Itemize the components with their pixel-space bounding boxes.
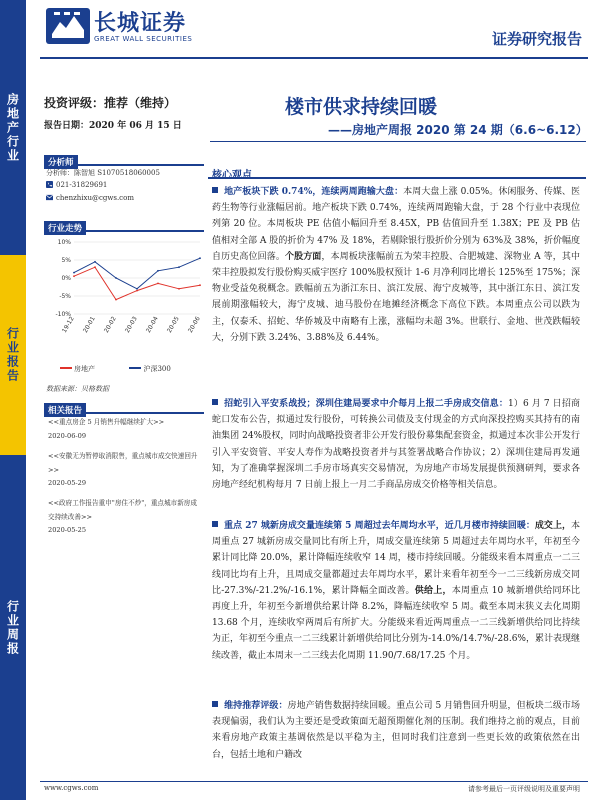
title-divider — [210, 141, 586, 142]
footer-website[interactable]: www.cgws.com — [44, 784, 99, 792]
sidebar-label-report: 行业报告 — [5, 327, 20, 383]
sidebar-block-weekly — [0, 455, 26, 800]
related-report-date: 2020-06-09 — [48, 431, 87, 440]
chart-point — [115, 299, 117, 301]
chart-ytick-label: -5% — [59, 293, 71, 300]
trend-section-title: 行业走势 — [44, 221, 86, 235]
analyst-phone: 021-31829691 — [56, 181, 108, 189]
related-reports-title: 相关报告 — [44, 403, 86, 417]
sidebar-label-weekly: 行业周报 — [5, 599, 20, 656]
p1-lead: 地产板块下跌 0.74%，连续两周跑输大盘： — [224, 187, 404, 197]
analyst-section-title: 分析师 — [44, 155, 78, 169]
chart-point — [178, 266, 180, 268]
report-date — [44, 118, 182, 131]
chart-point — [178, 288, 180, 290]
sidebar-block-report — [0, 255, 26, 455]
great-wall-logo-icon — [44, 4, 92, 48]
chart-xtick-label: 20-05 — [165, 315, 181, 335]
chart-ytick-label: -10% — [55, 311, 71, 318]
chart-ytick-label: 5% — [61, 257, 71, 264]
core-view-title: 核心观点 — [212, 170, 252, 181]
core-paragraph-3 — [212, 518, 580, 664]
p1-lead2: 个股方面 — [284, 251, 322, 262]
chart-point — [136, 288, 138, 290]
chart-point — [73, 275, 75, 277]
chart-xtick-label: 19-12 — [60, 315, 76, 335]
industry-trend-chart — [44, 236, 204, 354]
bullet-icon — [212, 399, 218, 405]
report-date-label: 报告日期： — [44, 121, 90, 131]
core-view-header — [208, 163, 586, 179]
bullet-icon — [212, 521, 218, 527]
related-report-item[interactable] — [48, 497, 203, 538]
p3-key-supply2: 供给上， — [414, 585, 452, 596]
legend-swatch-realestate — [60, 367, 72, 369]
p4-lead: 维持推荐评级： — [224, 701, 288, 711]
core-paragraph-4 — [212, 698, 580, 778]
chart-series-line — [74, 258, 200, 289]
related-report-title[interactable]: <<安徽无为暂停取消限售，重点城市成交快速回升>> — [48, 452, 198, 474]
chart-point — [136, 290, 138, 292]
sidebar-block-industry — [0, 0, 26, 255]
legend-label-realestate: 房地产 — [74, 365, 95, 373]
related-report-title[interactable]: <<重点房企 5 月销售升幅继续扩大>> — [48, 418, 165, 426]
core-paragraph-1 — [212, 184, 580, 346]
legend-swatch-hs300 — [129, 367, 141, 369]
chart-xtick-label: 20-02 — [102, 315, 118, 335]
legend-label-hs300: 沪深300 — [143, 365, 171, 373]
p2-lead: 招蛇引入平安系战投；深圳住建局要求中介每月上报二手房成交信息： — [224, 399, 508, 409]
chart-series-line — [74, 267, 200, 299]
p1-text: 本周大盘上涨 0.05%。休闲服务、传媒、医药生物等行业涨幅居前。地产板块下跌 0.74%，连续两周跑输大盘，于 28 个行业中表现位列第 20 位。本周板块 PE 估值小幅回升至 8.45X，PB 估值回升至 1.38X；PE 及 PB 估值相对全部 A 股的折价为 47% 及 18%，若剔除银行股折价分别为 63%及 38%，折价幅度自历史高位回落。 — [212, 187, 580, 262]
chart-point — [94, 266, 96, 268]
related-report-date: 2020-05-29 — [48, 479, 87, 487]
p4-text: 房地产销售数据持续回暖。重点公司 5 月销售回升明显，但板块二级市场表现偏弱，我们认为主要还是受政策面无超预期催化剂的压制。我们维持之前的观点，目前来看房地产政策主基调依然是以平稳为主，但同时我们注意到一些更长效的政策依然在出台，包括土地和户籍改 — [212, 701, 580, 760]
chart-point — [94, 261, 96, 263]
related-reports-header — [44, 398, 204, 414]
p3-text: 本周重点 27 城新房成交量同比有所上升，周成交量连续第 5 周超过去年周均水平，年初至今累计同比降 20.0%，累计降幅连续收窄 14 周，楼市持续回暖。分能级来看本周重点一二三线同比均有上升，且周成交量都超过去年周均水平，累计来看年初至今一二三线新房成交同比-27.3%/-21.2%/-16.1%，累计降幅全面改善。 — [212, 521, 580, 596]
trend-section-header — [44, 216, 204, 232]
chart-point — [115, 277, 117, 279]
page-subtitle: ——房地产周报 2020 第 24 期（6.6~6.12） — [328, 123, 588, 137]
chart-point — [73, 272, 75, 274]
analyst-section-header — [44, 150, 204, 166]
p3-lead: 重点 27 城新房成交量连续第 5 周超过去年周均水平，近几月楼市持续回暖： — [224, 521, 535, 531]
report-type-label: 证券研究报告 — [491, 30, 582, 48]
sidebar-label-industry: 房地产行业 — [5, 92, 20, 163]
related-report-date: 2020-05-25 — [48, 526, 87, 534]
chart-ytick-label: 10% — [57, 239, 71, 246]
related-report-item[interactable] — [48, 416, 203, 443]
p1-text2: ，本周板块涨幅前五为荣丰控股、合肥城建、深物业 A 等，其中荣丰控股拟发行股份购买威宇医疗 100%股权预计 1-6 月净利同比增长 125%至 175%；深物业受益免税概念。跌幅前五为浙江东日、滨江发展、海宁皮城等，其中浙江东日、滨江发展前期涨幅较大，海宁皮城、迪马股份在地摊经济概念下高位下跌。本周重点公司以跌为主，仅泰禾、招蛇、华侨城及中南略有上涨，涨幅均未超 3%。世联行、金地、世茂跌幅较大，分别下跌 3.24%、3.88%及 6.44%。 — [212, 251, 580, 343]
bullet-icon — [212, 701, 218, 707]
p2-text: 1）6 月 7 日招商蛇口发布公告，拟通过发行股份，可转换公司债及支付现金的方式向深投控购买其持有的南油集团 24%股权，同时向战略投资者非公开发行股份募集配套资金，拟通过本次非公开发行引入平安资管、平安人寿作为战略投资者并与其签署战略合作协议；2）深圳住建局再发通知，为了准确掌握深圳二手房市场真实交易情况，为房地产市场发展提供预测研判，要求各房地产经纪机构每月 7 日前上报上一月二手商品房成交价格等相关信息。 — [212, 399, 580, 491]
chart-point — [157, 283, 159, 285]
chart-legend — [60, 364, 171, 374]
analyst-email-row — [46, 194, 134, 202]
chart-point — [199, 257, 201, 259]
report-date-value: 2020 年 06 月 15 日 — [89, 121, 182, 131]
chart-xtick-label: 20-06 — [186, 315, 202, 335]
page-title: 楼市供求持续回暖 — [285, 96, 438, 118]
footer-divider — [40, 781, 588, 782]
related-report-title[interactable]: <<政府工作报告重申"房住不炒"，重点城市新房成交持续改善>> — [48, 499, 197, 521]
chart-ytick-label: 0% — [61, 275, 71, 282]
data-source-note: 数据来源：贝格数据 — [46, 385, 109, 393]
chart-point — [199, 284, 201, 286]
core-paragraph-2 — [212, 396, 580, 493]
investment-rating: 投资评级：推荐（维持） — [44, 96, 177, 110]
chart-xtick-label: 20-01 — [81, 315, 97, 335]
logo-name-en: GREAT WALL SECURITIES — [94, 35, 193, 43]
bullet-icon — [212, 187, 218, 193]
chart-xtick-label: 20-03 — [123, 315, 139, 335]
footer-disclaimer: 请参考最后一页评级说明及重要声明 — [468, 785, 580, 793]
phone-icon — [46, 181, 53, 188]
analyst-email: chenzhixu@cgws.com — [56, 194, 134, 202]
left-sidebar — [0, 0, 26, 800]
p3-text2: 本周重点 10 城新增供给同环比再度上升，年初至今新增供给累计降 8.2%，降幅连续收窄 5 周。截至本周末狭义去化周期 13.68 个月，连续收窄两周后有所扩大。分能级来看近两周重点一二三线新增供给同比持续为正，年初至今重点一二三线累计新增供给同比分别为-14.0%/14.7%/-28.6%，累计表现继续改善，截止本周末一二三线去化周期 11.90/7.68/17.25 个月。 — [212, 585, 580, 661]
chart-xtick-label: 20-04 — [144, 315, 160, 335]
analyst-name: 分析师：陈智旭 S1070518060005 — [46, 169, 160, 177]
header-divider — [40, 57, 588, 59]
logo-name-cn: 长城证券 — [94, 11, 187, 36]
analyst-phone-row — [46, 181, 107, 189]
related-report-item[interactable] — [48, 450, 203, 491]
p3-key-supply: 成交上， — [534, 521, 571, 531]
chart-point — [157, 270, 159, 272]
email-icon — [46, 194, 53, 201]
